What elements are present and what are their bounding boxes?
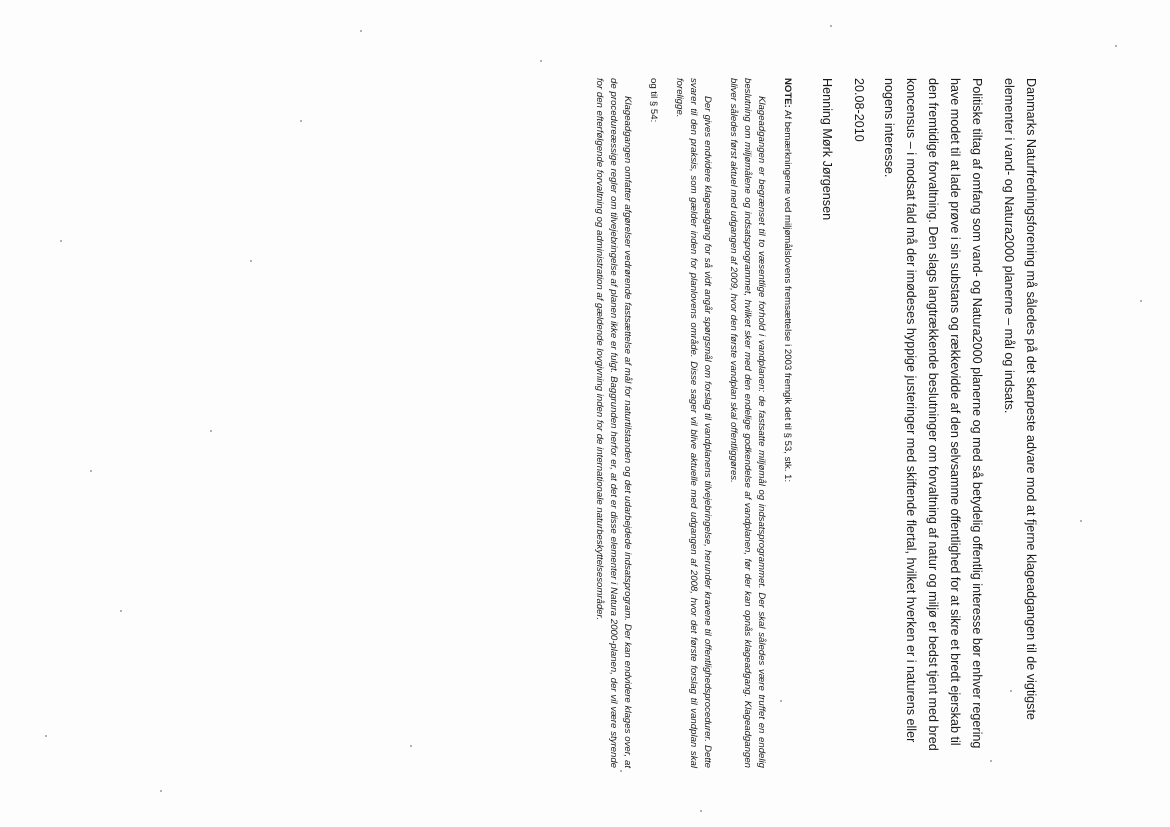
scan-speck bbox=[160, 790, 162, 792]
scan-speck bbox=[990, 760, 992, 762]
scan-speck bbox=[250, 260, 252, 262]
scan-speck bbox=[780, 700, 782, 702]
document-date: 20.08-2010 bbox=[852, 78, 866, 142]
note-quote-53-first: Klageadgangen er begrænset til to væsentlige forhold i vandplanen: de fastsatte miljømål og indsatsprogrammet. Der skal således være truffet en endelig beslutning om miljømålene og indsatsprogrammet, hvilket sker med den endelige godkendelse af vandplanen, før der kan opnås klageadgang. Klageadgangen bliver således først aktuel med udgangen af 2009, hvor den første vandplan skal offentliggøres. bbox=[728, 78, 767, 768]
scan-speck bbox=[60, 240, 62, 242]
scan-speck bbox=[700, 810, 702, 812]
note-quote-54: Klageadgangen omfatter afgørelser vedrørende fastsættelse af mål for naturtilstanden og det udarbejdede indsatsprogram. Der kan endvidere klages over, at de procedureæssige regler om tilvejebringelse af planen ikke er fulgt. Baggrunden herfor er, at det er disse elementer i Natura 2000-planen, der vil være styrende for den efterfølgende forvaltning og administration af gældende lovgivning inden for de internationale naturbeskyttelsesområder. bbox=[594, 78, 633, 768]
scan-speck bbox=[1115, 45, 1117, 47]
scan-speck bbox=[1010, 690, 1012, 692]
note-quote-53-second: Der gives endvidere klageadgang for så vidt angår spørgsmål om forslag til vandplanens tilvejebringelse, herunder kravene til offentlighedsprocedurer. Dette svarer til den praksis, som gælder inden for planlovens område. Disse sager vil blive aktuelle med udgangen af 2008, hvor det første forslag til vandplan skal foreligge. bbox=[674, 78, 713, 768]
note-intro-text: Af bemærkningerne ved miljømålslovens fremsættelse i 2003 fremgik det til § 53, stk. 1: bbox=[782, 110, 793, 483]
note-og-til-54: og til § 54: bbox=[648, 78, 659, 123]
scan-speck bbox=[540, 60, 542, 62]
note-label: NOTE: bbox=[782, 78, 793, 108]
rotated-document-body bbox=[422, 78, 1042, 768]
scan-speck bbox=[45, 735, 47, 737]
scan-speck bbox=[410, 745, 412, 747]
scan-speck bbox=[1140, 300, 1142, 302]
scan-speck bbox=[210, 430, 212, 432]
paragraph-warning: Danmarks Naturfredningsforening må således på det skarpeste advare mod at fjerne klageadgangen til de vigtigste elementer i vand- og Natura2000 planerne – mål og indsats. bbox=[1002, 78, 1038, 720]
scan-speck bbox=[360, 30, 362, 32]
scan-speck bbox=[1080, 520, 1082, 522]
note-intro bbox=[780, 78, 794, 768]
scan-speck bbox=[830, 25, 832, 27]
scan-speck bbox=[120, 610, 122, 612]
paragraph-political-measures: Politiske tiltag af omfang som vand- og Natura2000 planerne og med så betydelig offentlig interesse bør enhver regering have modet til at lade prøve i sin substans og rækkevidde af den selvsamme offentlighed for at sikre et bredt ejerskab til den fremtidige forvaltning. Den slags langtrækkende beslutninger om forvaltning af natur og miljø er bedst tjent med bred koncensus – i modsat fald må der imødeses hyppige justeringer med skiftende flertal, hvilket hverken er i naturens eller nogens interesse. bbox=[882, 78, 984, 751]
scan-speck bbox=[300, 120, 302, 122]
scan-speck bbox=[90, 470, 92, 472]
scan-speck bbox=[620, 770, 622, 772]
signature-name: Henning Mørk Jørgensen bbox=[820, 78, 834, 221]
